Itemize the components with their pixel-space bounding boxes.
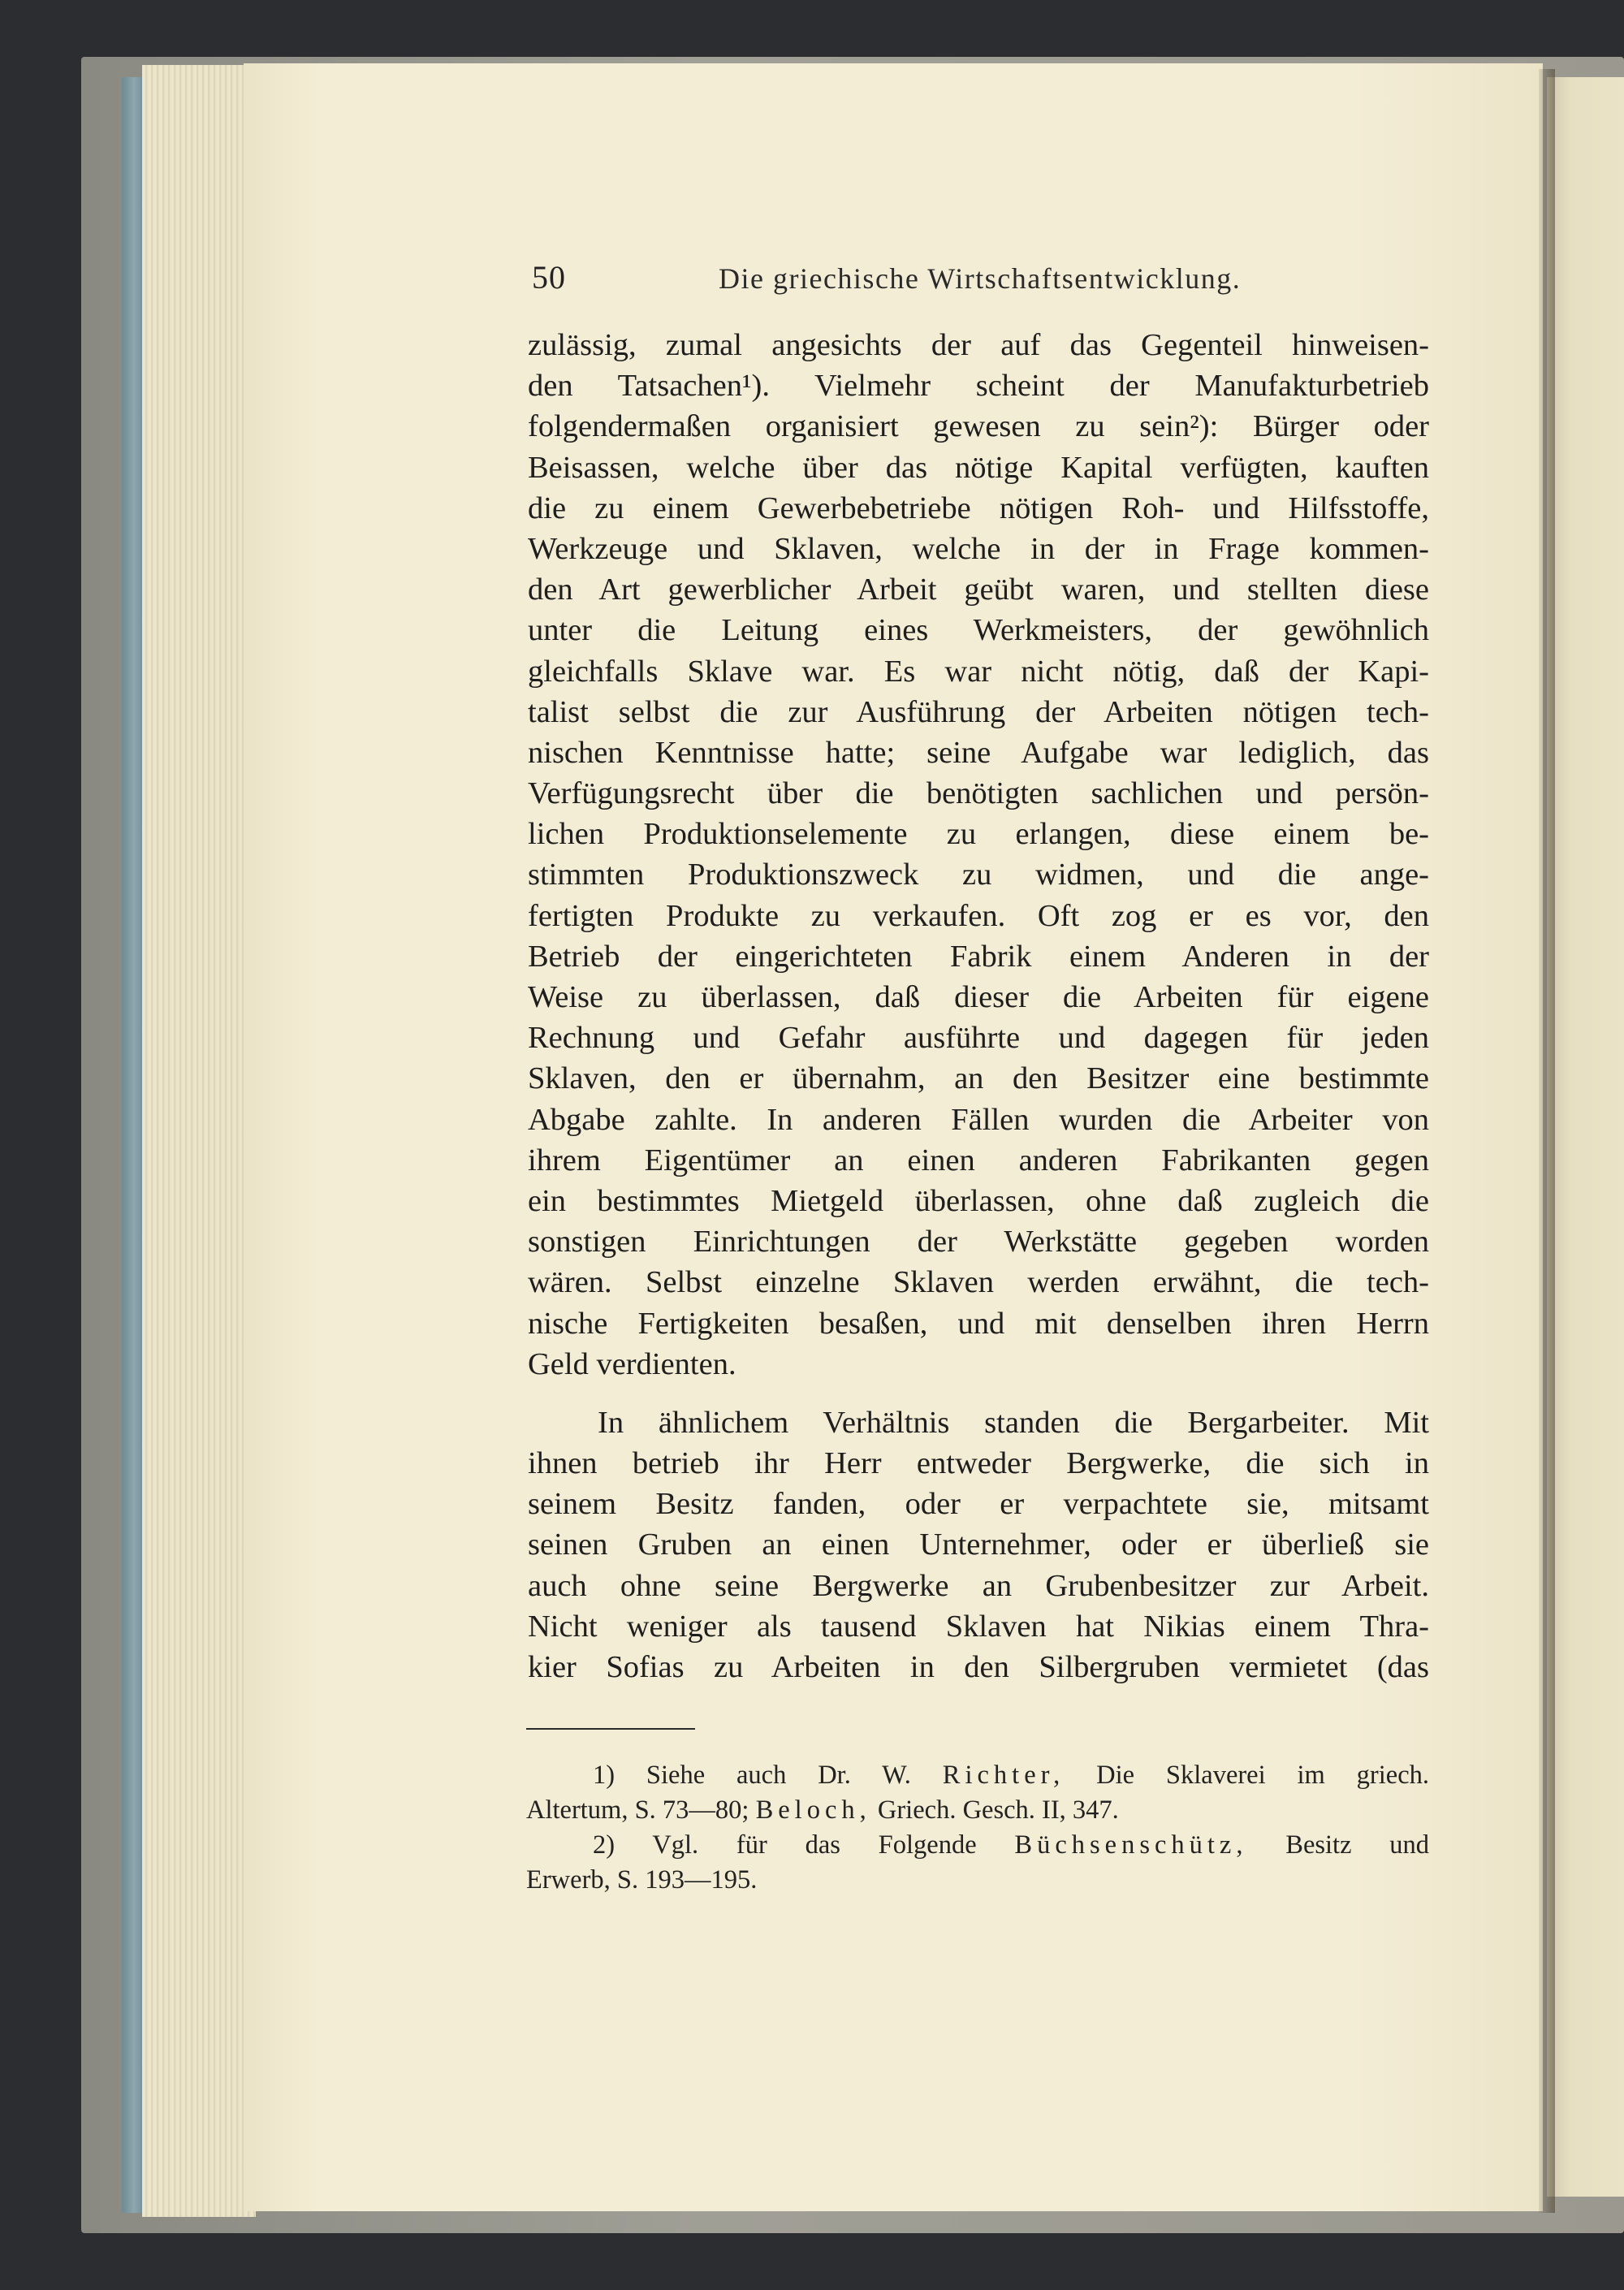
text-line: Verfügungsrecht über die benötigten sachlichen und persön- xyxy=(528,776,1429,811)
footnote-1-line-2 xyxy=(526,1793,1429,1828)
text-line: Geld verdienten. xyxy=(528,1346,736,1381)
footnote-1-line-1 xyxy=(526,1758,1429,1793)
footnote-text: Besitz und xyxy=(1285,1830,1430,1860)
text-line: Werkzeuge und Sklaven, welche in der in Frage kommen- xyxy=(528,531,1429,566)
footnote-2-line-2: Erwerb, S. 193—195. xyxy=(526,1865,758,1895)
page-header xyxy=(532,258,1425,299)
text-line: gleichfalls Sklave war. Es war nicht nötig, daß der Kapi- xyxy=(528,654,1429,689)
page-number: 50 xyxy=(532,259,566,296)
footnote-2-line-1 xyxy=(526,1828,1429,1863)
text-line: ihnen betrieb ihr Herr entweder Bergwerke, die sich in xyxy=(528,1446,1429,1481)
footnote-author: Richter, xyxy=(942,1761,1065,1790)
text-line: Sklaven, den er übernahm, an den Besitzer eine bestimmte xyxy=(528,1061,1429,1096)
footnote-text: 2) Vgl. für das Folgende xyxy=(593,1830,977,1860)
paragraph-1 xyxy=(528,325,1429,1385)
paragraph-gap xyxy=(528,1385,1429,1402)
text-line: kier Sofias zu Arbeiten in den Silbergruben vermietet (das xyxy=(528,1650,1429,1684)
text-line: auch ohne seine Bergwerke an Grubenbesitzer zur Arbeit. xyxy=(528,1568,1429,1603)
footnote-separator xyxy=(526,1728,695,1730)
text-line: wären. Selbst einzelne Sklaven werden erwähnt, die tech- xyxy=(528,1265,1429,1300)
text-line: Beisassen, welche über das nötige Kapital verfügten, kauften xyxy=(528,450,1429,485)
text-line: den Tatsachen¹). Vielmehr scheint der Manufakturbetrieb xyxy=(528,369,1429,404)
text-line: In ähnlichem Verhältnis standen die Bergarbeiter. Mit xyxy=(598,1405,1429,1440)
text-line: stimmten Produktionszweck zu widmen, und die ange- xyxy=(528,858,1429,892)
text-line: den Art gewerblicher Arbeit geübt waren, und stellten diese xyxy=(528,572,1429,607)
footnotes xyxy=(526,1758,1429,1898)
footnote-text: Griech. Gesch. II, 347. xyxy=(877,1795,1119,1825)
text-line: Weise zu überlassen, daß dieser die Arbeiten für eigene xyxy=(528,980,1429,1014)
text-line: zulässig, zumal angesichts der auf das Gegenteil hinweisen- xyxy=(528,328,1429,362)
footnote-author: Büchsenschütz, xyxy=(1014,1830,1248,1860)
footnote-text: Altertum, S. 73—80; xyxy=(526,1795,749,1825)
text-line: nische Fertigkeiten besaßen, und mit denselben ihren Herrn xyxy=(528,1306,1429,1341)
text-line: ein bestimmtes Mietgeld überlassen, ohne daß zugleich die xyxy=(528,1183,1429,1218)
footnote-text: Die Sklaverei im griech. xyxy=(1096,1761,1429,1790)
running-title: Die griechische Wirtschaftsentwicklung. xyxy=(719,262,1242,295)
paragraph-2 xyxy=(528,1402,1429,1687)
page-edges xyxy=(142,65,256,2217)
text-line: lichen Produktionselemente zu erlangen, diese einem be- xyxy=(528,817,1429,852)
text-line: Abgabe zahlte. In anderen Fällen wurden die Arbeiter von xyxy=(528,1102,1429,1137)
text-line: nischen Kenntnisse hatte; seine Aufgabe war lediglich, das xyxy=(528,735,1429,770)
text-line: die zu einem Gewerbebetriebe nötigen Roh- und Hilfsstoffe, xyxy=(528,490,1429,525)
text-line: folgendermaßen organisiert gewesen zu sein²): Bürger oder xyxy=(528,409,1429,444)
text-line: ihrem Eigentümer an einen anderen Fabrikanten gegen xyxy=(528,1143,1429,1177)
text-line: Nicht weniger als tausend Sklaven hat Nikias einem Thra- xyxy=(528,1609,1429,1644)
text-line: talist selbst die zur Ausführung der Arbeiten nötigen tech- xyxy=(528,694,1429,729)
text-line: seinem Besitz fanden, oder er verpachtete sie, mitsamt xyxy=(528,1487,1429,1522)
text-line: seinen Gruben an einen Unternehmer, oder er überließ sie xyxy=(528,1527,1429,1562)
text-line: Betrieb der eingerichteten Fabrik einem Anderen in der xyxy=(528,939,1429,974)
gutter-shadow xyxy=(1539,69,1555,2213)
main-text xyxy=(528,325,1429,1687)
text-line: fertigten Produkte zu verkaufen. Oft zog er es vor, den xyxy=(528,898,1429,933)
text-line: Rechnung und Gefahr ausführte und dagegen für jeden xyxy=(528,1021,1429,1056)
footnote-author: Beloch, xyxy=(755,1795,871,1825)
facing-page-edge xyxy=(1547,77,1624,2197)
text-line: unter die Leitung eines Werkmeisters, der gewöhnlich xyxy=(528,613,1429,648)
text-line: sonstigen Einrichtungen der Werkstätte gegeben worden xyxy=(528,1225,1429,1260)
footnote-text: 1) Siehe auch Dr. W. xyxy=(593,1761,911,1790)
